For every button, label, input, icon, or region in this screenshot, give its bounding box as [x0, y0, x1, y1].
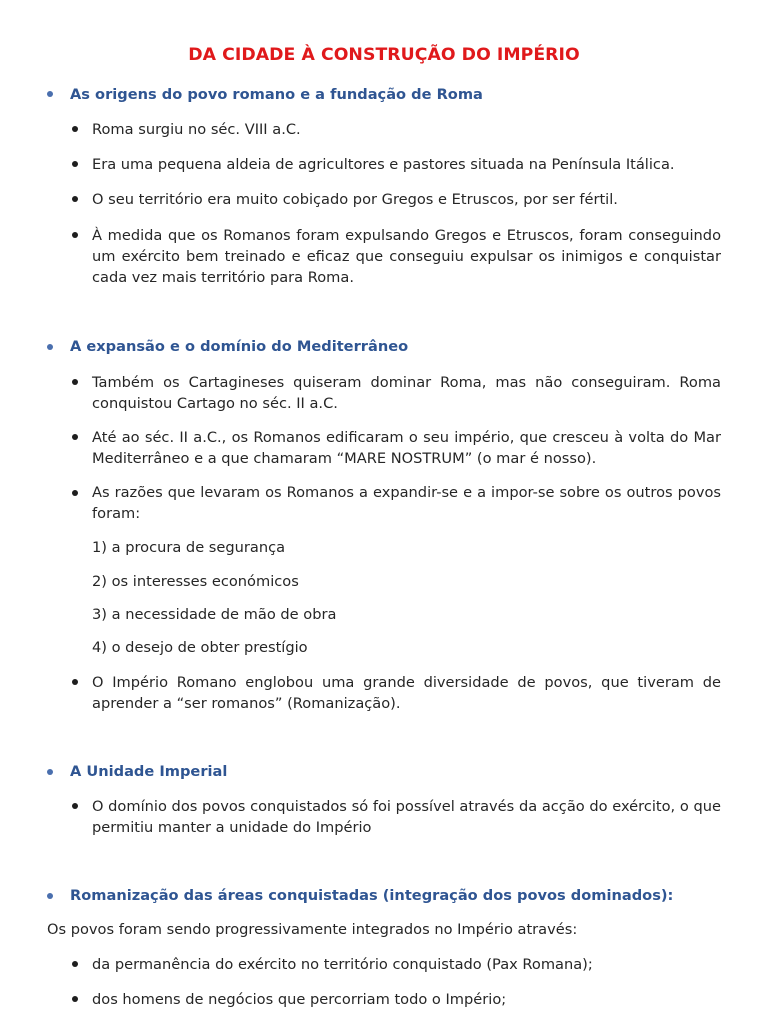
list-item: O domínio dos povos conquistados só foi possível através da acção do exército, o que permitiu manter a unidade do Império: [92, 798, 721, 836]
list-item: À medida que os Romanos foram expulsando Gregos e Etruscos, foram conseguindo um exército bem treinado e eficaz que conseguiu expulsar os inimigos e conquistar cada vez mais território para Roma.: [92, 227, 721, 286]
list-item: Também os Cartagineses quiseram dominar Roma, mas não conseguiram. Roma conquistou Cartago no séc. II a.C.: [92, 374, 721, 412]
list-bullet: [72, 161, 78, 167]
list-item: da permanência do exército no território conquistado (Pax Romana);: [92, 956, 593, 973]
list-bullet: [72, 679, 78, 685]
section-heading-romanization: Romanização das áreas conquistadas (integração dos povos dominados):: [70, 887, 674, 904]
list-bullet: [72, 996, 78, 1002]
list-item: Roma surgiu no séc. VIII a.C.: [92, 121, 301, 138]
section-heading-expansion: A expansão e o domínio do Mediterrâneo: [70, 338, 409, 355]
list-item: Até ao séc. II a.C., os Romanos edificaram o seu império, que cresceu à volta do Mar Mediterrâneo e a que chamaram “MARE NOSTRUM” (o mar é nosso).: [92, 429, 721, 467]
heading-bullet: [47, 344, 53, 350]
heading-bullet: [47, 91, 53, 97]
reason-item: 2) os interesses económicos: [92, 573, 299, 590]
list-bullet: [72, 126, 78, 132]
list-item: O Império Romano englobou uma grande diversidade de povos, que tiveram de aprender a “ser romanos” (Romanização).: [92, 674, 721, 712]
heading-bullet: [47, 893, 53, 899]
section-heading-origins: As origens do povo romano e a fundação de Roma: [70, 86, 483, 103]
list-bullet: [72, 490, 78, 496]
list-item: Era uma pequena aldeia de agricultores e pastores situada na Península Itálica.: [92, 156, 675, 173]
reason-item: 3) a necessidade de mão de obra: [92, 606, 337, 623]
page-title: DA CIDADE À CONSTRUÇÃO DO IMPÉRIO: [188, 45, 580, 65]
list-bullet: [72, 803, 78, 809]
list-bullet: [72, 434, 78, 440]
list-bullet: [72, 961, 78, 967]
list-item: dos homens de negócios que percorriam todo o Império;: [92, 991, 507, 1008]
reason-item: 4) o desejo de obter prestígio: [92, 639, 308, 656]
section-heading-unity: A Unidade Imperial: [70, 763, 228, 780]
section-intro: Os povos foram sendo progressivamente integrados no Império através:: [47, 921, 578, 938]
list-item: As razões que levaram os Romanos a expandir-se e a impor-se sobre os outros povos foram:: [92, 484, 721, 522]
heading-bullet: [47, 769, 53, 775]
list-bullet: [72, 379, 78, 385]
list-bullet: [72, 232, 78, 238]
reason-item: 1) a procura de segurança: [92, 539, 286, 556]
list-item: O seu território era muito cobiçado por Gregos e Etruscos, por ser fértil.: [92, 191, 618, 208]
list-bullet: [72, 196, 78, 202]
